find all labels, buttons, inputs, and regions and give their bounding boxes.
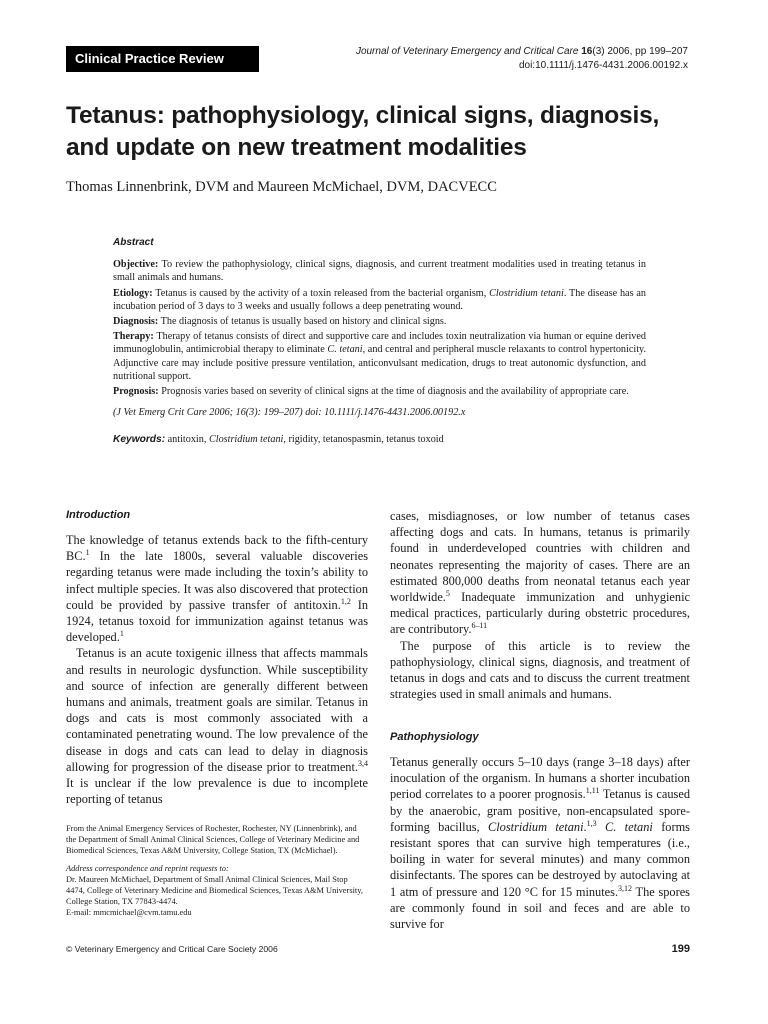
patho-paragraph-1: Tetanus generally occurs 5–10 days (range 3–18 days) after inoculation of the organism. In humans a shorter incubation period correlates to a poorer prognosis.$^{1,11}$ Tetanus is caused by the anaerobic, gram positive, non-encapsulated spore-forming bacillus, Clostridium tetani.$^{1,3}$ C. tetani forms resistant spores that can survive high temperatures (i.e., boiling in water for several minutes) and many common disinfectants. The spores can be destroyed by autoclaving at 1 atm of pressure and 120 °C for 15 minutes.$^{3,12}$ The spores are commonly found in soil and feces and are able to survive for	[390, 755, 690, 932]
abstract-objective: Objective: To review the pathophysiology, clinical signs, diagnosis, and current treatment modalities used in treating tetanus in small animals and humans.	[113, 259, 646, 284]
footnote-correspondence-label: Address correspondence and reprint requests to:	[66, 863, 229, 873]
intro-paragraph-1: The knowledge of tetanus extends back to the fifth-century BC.$^1$ In the late 1800s, several valuable discoveries regarding tetanus were made including the toxin’s ability to infect multiple species. It was also discovered that protection could be provided by passive transfer of antitoxin.$^{1,2}$ In 1924, tetanus toxoid for immunization against tetanus was developed.$^1$	[66, 533, 369, 645]
footer-copyright: © Veterinary Emergency and Critical Care Society 2006	[66, 944, 278, 954]
abstract-etiology: Etiology: Tetanus is caused by the activity of a toxin released from the bacterial organism, Clostridium tetani. The disease has an incubation period of 3 days to 3 weeks and usually follows a deep penetrating wound.	[113, 287, 646, 312]
intro-paragraph-3: The purpose of this article is to review the pathophysiology, clinical signs, diagnosis, and treatment of tetanus in dogs and cats and to discuss the current treatment strategies used in small animals and humans.	[390, 638, 690, 702]
affiliation-footnote	[66, 823, 368, 919]
abstract	[113, 236, 646, 449]
pathophysiology-text	[390, 754, 690, 932]
abstract-citation: (J Vet Emerg Crit Care 2006; 16(3): 199–207) doi: 10.1111/j.1476-4431.2006.00192.x	[113, 407, 466, 419]
journal-name: Journal of Veterinary Emergency and Critical Care	[355, 46, 579, 57]
page-number: 199	[671, 943, 690, 955]
section-label: Clinical Practice Review	[66, 46, 259, 72]
journal-doi: doi:10.1111/j.1476-4431.2006.00192.x	[518, 60, 688, 71]
footnote-email: E-mail: mmcmichael@cvm.tamu.edu	[66, 908, 192, 918]
footnote-affiliation: From the Animal Emergency Services of Rochester, Rochester, NY (Linnenbrink), and the Department of Small Animal Clinical Sciences, College of Veterinary Medicine and Biomedical Sciences, Texas A&M University, College Station, TX (McMichael).	[66, 824, 360, 856]
abstract-therapy: Therapy: Therapy of tetanus consists of direct and supportive care and includes toxin neutralization via human or equine derived immunoglobulin, antimicrobial therapy to eliminate C. tetani, and central and peripheral muscle relaxants to control hypertonicity. Adjunctive care may include positive pressure ventilation, anticonvulsant medication, drugs to treat autonomic dysfunction, and nutritional support.	[113, 331, 647, 382]
authors: Thomas Linnenbrink, DVM and Maureen McMichael, DVM, DACVECC	[66, 179, 497, 195]
right-column	[390, 508, 690, 702]
abstract-prognosis: Prognosis: Prognosis varies based on severity of clinical signs at the time of diagnosis and the availability of appropriate care.	[113, 386, 629, 398]
keywords: Keywords: antitoxin, Clostridium tetani, rigidity, tetanospasmin, tetanus toxoid	[113, 434, 444, 446]
footnote-correspondence: Dr. Maureen McMichael, Department of Small Animal Clinical Sciences, Mail Stop 4474, College of Veterinary Medicine and Biomedical Sciences, Texas A&M University, College Station, TX 77843-4474.	[66, 874, 363, 907]
abstract-heading: Abstract	[113, 237, 154, 248]
abstract-diagnosis: Diagnosis: The diagnosis of tetanus is usually based on history and clinical signs.	[113, 316, 447, 328]
title-line-1: Tetanus: pathophysiology, clinical signs, diagnosis,	[66, 102, 660, 129]
left-column	[66, 532, 368, 807]
intro-paragraph-2: Tetanus is an acute toxigenic illness that affects mammals and results in neurologic dysfunction. While susceptibility and source of infection are generally different between humans and animals, treatment goals are similar. Tetanus in dogs and cats is most commonly associated with a contaminated penetrating wound. The low prevalence of the disease in dogs and cats can lead to delay in diagnosis allowing for progression of the disease prior to treatment.$^{3,4}$ It is unclear if the low prevalence is due to incomplete reporting of tetanus	[66, 646, 368, 807]
pathophysiology-heading: Pathophysiology	[390, 731, 479, 743]
journal-volume: 16	[581, 46, 593, 57]
introduction-heading: Introduction	[66, 509, 131, 521]
article-title	[66, 100, 706, 164]
intro-paragraph-2-cont: cases, misdiagnoses, or low number of tetanus cases affecting dogs and cats. In humans, tetanus is primarily found in underdeveloped countries with children and neonates representing the majority of cases. There are an estimated 800,000 deaths from neonatal tetanus each year worldwide.$^5$ Inadequate immunization and unhygienic medical practices, particularly during obstetric procedures, are contributory.$^{6-11}$	[390, 509, 690, 637]
journal-issue-pages: (3) 2006, pp 199–207	[592, 46, 688, 57]
journal-citation	[356, 45, 688, 73]
title-line-2: and update on new treatment modalities	[66, 134, 527, 161]
